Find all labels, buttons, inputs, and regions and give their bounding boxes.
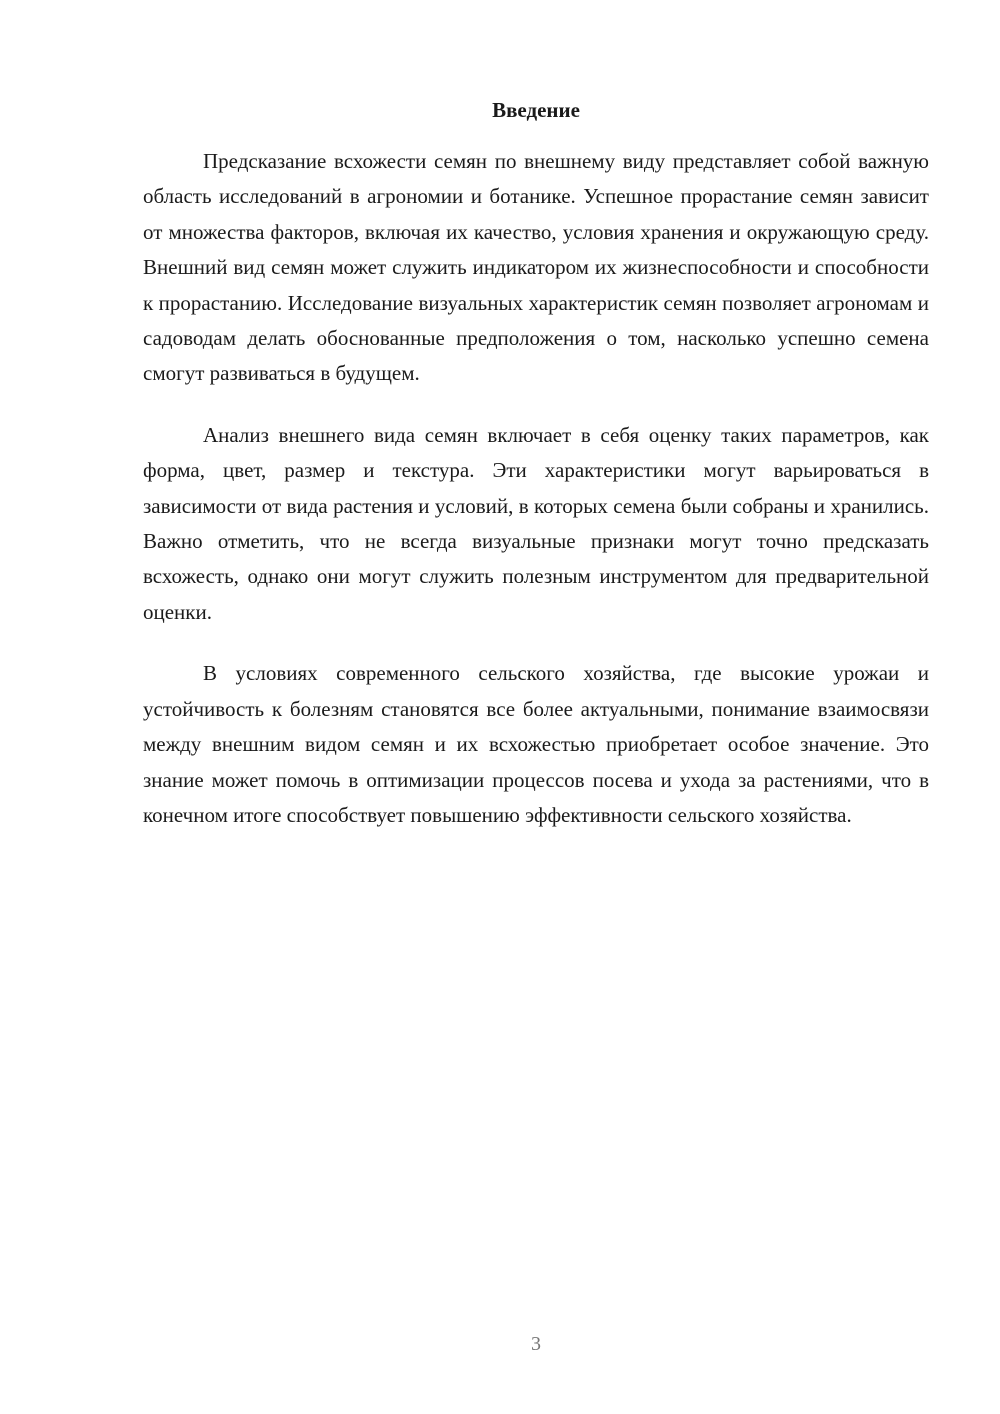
page-content — [143, 92, 929, 859]
paragraph-1: Предсказание всхожести семян по внешнему виду представляет собой важную область исследований в агрономии и ботанике. Успешное прорастание семян зависит от множества факторов, включая их качество, условия хранения и окружающую среду. Внешний вид семян может служить индикатором их жизнеспособности и способности к прорастанию. Исследование визуальных характеристик семян позволяет агрономам и садоводам делать обоснованные предположения о том, насколько успешно семена смогут развиваться в будущем. — [143, 149, 929, 386]
paragraph-3: В условиях современного сельского хозяйства, где высокие урожаи и устойчивость к болезням становятся все более актуальными, понимание взаимосвязи между внешним видом семян и их всхожестью приобретает особое значение. Это знание может помочь в оптимизации процессов посева и ухода за растениями, что в конечном итоге способствует повышению эффективности сельского хозяйства. — [143, 661, 929, 827]
paragraph-2: Анализ внешнего вида семян включает в себя оценку таких параметров, как форма, цвет, размер и текстура. Эти характеристики могут варьироваться в зависимости от вида растения и условий, в которых семена были собраны и хранились. Важно отметить, что не всегда визуальные признаки могут точно предсказать всхожесть, однако они могут служить полезным инструментом для предварительной оценки. — [143, 422, 929, 624]
page-number: 3 — [531, 1333, 541, 1355]
section-heading: Введение — [492, 98, 580, 122]
